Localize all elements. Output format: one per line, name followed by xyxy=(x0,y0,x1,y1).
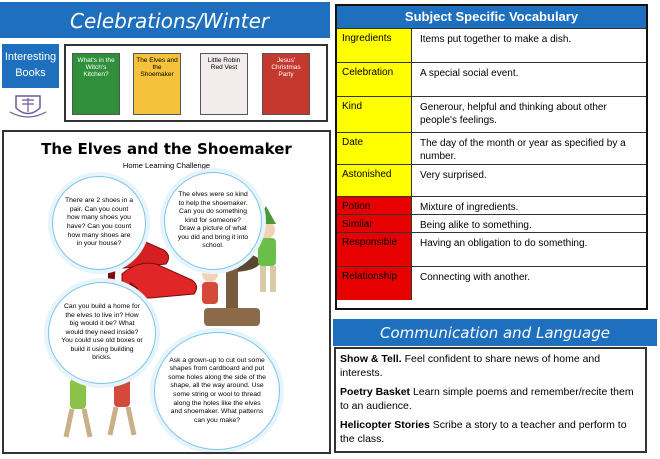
communication-panel xyxy=(334,347,647,453)
vocabulary-definition: Items put together to make a dish. xyxy=(411,29,646,62)
vocabulary-term: Date xyxy=(337,133,411,164)
vocabulary-table xyxy=(335,4,648,310)
vocabulary-term: Kind xyxy=(337,97,411,132)
vocabulary-definition: Being alike to something. xyxy=(411,215,646,232)
vocabulary-term: Potion xyxy=(337,197,411,214)
books-panel xyxy=(64,44,328,122)
book-title-2: The Elves and the Shoemaker xyxy=(136,57,178,78)
vocabulary-term: Responsible xyxy=(337,233,411,266)
challenge-bubble-threading: Ask a grown-up to cut out some shapes from cardboard and put some holes along the side of the shape, all the way around. Use some string or wool to thread along the holes like the elves and shoemaker. What patterns can you make? xyxy=(154,332,280,450)
vocabulary-definition: Having an obligation to do something. xyxy=(411,233,646,266)
challenge-subtitle: Home Learning Challenge xyxy=(122,161,211,170)
comm-item-label: Helicopter Stories xyxy=(340,419,430,431)
vocabulary-definition: Connecting with another. xyxy=(411,267,646,300)
books-label: Interesting Books xyxy=(2,44,59,88)
page-title: Celebrations/Winter xyxy=(0,2,330,38)
book-cover-3[interactable] xyxy=(200,53,248,115)
comm-item-show-and-tell xyxy=(340,352,641,380)
challenge-title: The Elves and the Shoemaker xyxy=(41,140,292,158)
book-cover-1[interactable] xyxy=(72,53,120,115)
challenge-bubble-kindness: The elves were so kind to help the shoemaker. Can you do something kind for someone? Draw a picture of what you did and bring it into school. xyxy=(164,172,262,270)
book-title-1: What's in the Witch's Kitchen? xyxy=(77,57,115,78)
comm-item-text: Scribe a story to a teacher and perform to the class. xyxy=(340,419,627,445)
comm-item-label: Show & Tell. xyxy=(340,353,402,365)
vocabulary-definition: Mixture of ingredients. xyxy=(411,197,646,214)
vocabulary-definition: Generour, helpful and thinking about other people's feelings. xyxy=(411,97,646,132)
comm-item-poetry-basket xyxy=(340,385,641,413)
comm-item-helicopter-stories xyxy=(340,418,641,446)
vocabulary-row xyxy=(337,196,646,214)
vocabulary-row xyxy=(337,266,646,300)
school-crest-icon xyxy=(8,92,48,120)
book-title-3: Little Robin Red Vest xyxy=(207,57,241,71)
vocabulary-term: Ingredients xyxy=(337,29,411,62)
challenge-bubble-counting: There are 2 shoes in a pair. Can you count how many shoes you have? Can you count how many shoes are in your house? xyxy=(52,176,146,270)
book-title-4: Jesus' Christmas Party xyxy=(271,57,301,78)
comm-item-text: Learn simple poems and remember/recite them to an audience. xyxy=(340,386,634,412)
home-learning-challenge xyxy=(2,130,331,454)
vocabulary-row xyxy=(337,164,646,196)
vocabulary-term: Celebration xyxy=(337,63,411,96)
vocabulary-term: Astonished xyxy=(337,165,411,196)
book-cover-2[interactable] xyxy=(133,53,181,115)
vocabulary-row xyxy=(337,28,646,62)
vocabulary-row xyxy=(337,132,646,164)
vocabulary-definition: The day of the month or year as specified by a number. xyxy=(411,133,646,164)
comm-item-text: Feel confident to share news of home and interests. xyxy=(340,353,601,379)
vocabulary-term: Relationship xyxy=(337,267,411,300)
book-cover-4[interactable] xyxy=(262,53,310,115)
communication-title: Communication and Language xyxy=(333,319,657,346)
vocabulary-row xyxy=(337,96,646,132)
comm-item-label: Poetry Basket xyxy=(340,386,411,398)
vocabulary-term: Similar xyxy=(337,215,411,232)
challenge-bubble-building: Can you build a home for the elves to live in? How big would it be? What would they need inside? You could use old boxes or build it using building bricks. xyxy=(48,282,156,384)
vocabulary-row xyxy=(337,232,646,266)
vocabulary-row xyxy=(337,214,646,232)
vocabulary-row xyxy=(337,62,646,96)
vocabulary-definition: A special social event. xyxy=(411,63,646,96)
vocabulary-definition: Very surprised. xyxy=(411,165,646,196)
vocabulary-title: Subject Specific Vocabulary xyxy=(337,6,646,28)
